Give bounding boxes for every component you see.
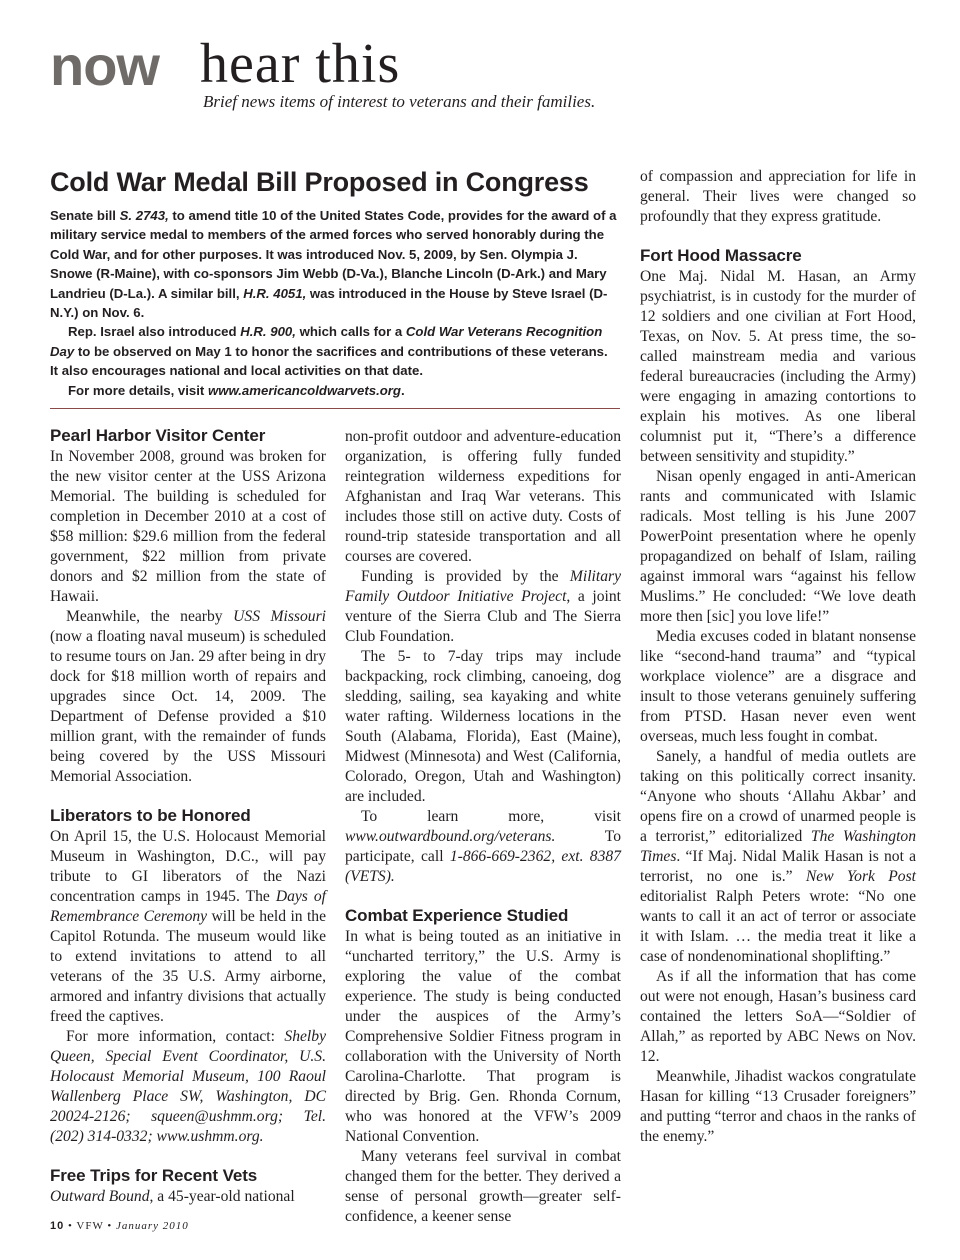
ship-name: USS Missouri <box>233 608 326 625</box>
website-link[interactable]: www.outwardbound.org/veterans. <box>345 828 556 845</box>
contact-info: Shelby Queen, Special Event Coordinator, U.S. Holocaust Memorial Museum, 100 Raoul Wallenberg Place SW, Washington, DC 20024-2126; squeen@ushmm.org; Tel. (202) 314-0332; www.ushmm.org. <box>50 1028 326 1145</box>
fort-hood-paragraph-3: Media excuses coded in blatant nonsense like “second-hand trauma” and “typical workplace violence” are a disgrace and insult to those veterans genuinely suffering from PTSD. Hasan never even went overseas, much less fought in combat. <box>640 628 916 745</box>
bill-ref: H.R. 4051, <box>243 285 307 301</box>
text: Sanely, a handful of media outlets are taking on this politically correct insanity. “Anyone who shouts ‘Allahu Akbar’ and opens fire on a crowd of unarmed people is a terrorist,” editorialized <box>640 748 916 845</box>
text: Funding is provided by the <box>361 568 570 585</box>
bill-ref: H.R. 900, <box>240 324 296 340</box>
combat-paragraph-1: In what is being touted as an initiative in “uncharted territory,” the U.S. Army is exploring the value of the combat experience. The study is being conducted under the auspices of the Army’s Comprehensive Soldier Fitness program in collaboration with the University of North Carolina-Charlotte. That program is directed by Brig. Gen. Rhonda Cornum, who was honored at the VFW’s 2009 National Convention. <box>345 928 621 1145</box>
masthead <box>50 33 650 97</box>
text: to be observed on May 1 to honor the sacrifices and contributions of these veterans. It also encourages national and local activities on that date. <box>50 343 608 379</box>
fort-hood-paragraph-1: One Maj. Nidal M. Hasan, an Army psychiatrist, is in custody for the murder of 12 soldiers and one civilian at Fort Hood, Texas, on Nov. 5. At press time, the so-called mainstream media and various federal bureaucracies (including the Army) were engaging in amazing contortions to explain his motives. As one liberal columnist put it, “There’s a difference between sensitivity and stupidity.” <box>640 268 916 465</box>
trips-paragraph-1-cont: non-profit outdoor and adventure-education organization, is offering fully funded reintegration wilderness expeditions for Afghanistan and Iraq War veterans. This includes those still on active duty. Costs of round-trip stateside transportation and all courses are covered. <box>345 428 621 565</box>
heading-combat-experience: Combat Experience Studied <box>345 906 569 925</box>
trips-paragraph-1-start <box>50 1187 326 1207</box>
phone-number: 1-866-669-2362, ext. 8387 (VETS). <box>345 848 621 885</box>
text: editorialist Ralph Peters wrote: “No one wants to call it an act of terror or associate it with Islam. … the media treat it like a case of nondenominational shoplifting.” <box>640 888 916 965</box>
lead-summary <box>50 206 618 400</box>
org-name: Outward Bound <box>50 1188 150 1205</box>
page-number: 10 <box>50 1220 65 1232</box>
text: On April 15, the U.S. Holocaust Memorial Museum in Washington, D.C., will pay tribute to GI liberators of the Nazi concentration camps in 1945. The <box>50 828 326 905</box>
separator: • <box>103 1220 117 1232</box>
text: To learn more, visit <box>361 808 621 825</box>
masthead-hear-this: hear this <box>200 33 401 95</box>
text: , a joint venture of the Sierra Club and The Sierra Club Foundation. <box>345 588 621 645</box>
text: To participate, call <box>345 828 621 865</box>
event-name: Days of Remembrance Ceremony <box>50 888 326 925</box>
trips-paragraph-2 <box>345 567 621 647</box>
magazine-name: VFW <box>76 1220 104 1232</box>
newspaper-name: The Washington Times <box>640 828 916 865</box>
text: Senate bill <box>50 208 120 223</box>
section-divider <box>50 408 620 409</box>
trips-paragraph-4 <box>345 807 621 887</box>
text: which calls for a <box>295 324 406 340</box>
masthead-now: now <box>50 34 159 97</box>
text: (now a floating naval museum) is scheduled to resume tours on Jan. 29 after being in dry dock for $18 million worth of repairs and upgrades since Oct. 14, 2009. The Department of Defense provided a $10 million grant, with the remainder of funds being covered by the USS Missouri Memorial Association. <box>50 628 326 785</box>
issue-date: January 2010 <box>116 1220 189 1232</box>
heading-pearl-harbor: Pearl Harbor Visitor Center <box>50 426 266 445</box>
column-3 <box>640 167 916 1147</box>
project-name: Military Family Outdoor Initiative Project <box>345 568 621 605</box>
text: Meanwhile, the nearby <box>66 608 234 625</box>
heading-free-trips: Free Trips for Recent Vets <box>50 1166 258 1185</box>
trips-paragraph-3: The 5- to 7-day trips may include backpacking, rock climbing, canoeing, dog sledding, sailing, sea kayaking and white water rafting. Wilderness locations in the South (Alabama, Florida), East (Maine), Midwest (Minnesota) and West (California, Colorado, Oregon, Utah and Washington) are included. <box>345 648 621 805</box>
text: , a 45-year-old national <box>149 1188 295 1205</box>
bill-ref: S. 2743, <box>119 208 169 223</box>
combat-paragraph-2-cont: of compassion and appreciation for life in general. Their lives were changed so profoundly that they express gratitude. <box>640 168 916 225</box>
text: For more information, contact: <box>66 1028 285 1045</box>
text: Rep. Israel also introduced <box>68 324 241 340</box>
column-1 <box>50 425 326 1207</box>
text: to amend title 10 of the United States Code, provides for the award of a military service medal to members of the armed forces who served honorably during the Cold War, and for other purposes. It was introduced Nov. 5, 2009, by Sen. Olympia J. Snowe (R-Maine), with co-sponsors Jim Webb (D-Va.), Blanche Lincoln (D-Ark.) and Mary Landrieu (D-La.). A similar bill, <box>50 208 617 301</box>
fort-hood-paragraph-2: Nisan openly engaged in anti-American rants and communicated with Islamic radicals. Most telling is his June 2007 PowerPoint presentation where he openly propagandized on behalf of Islam, railing against immoral wars “against his fellow Muslims.” He concluded: “We love death more then [sic] you love life!” <box>640 468 916 625</box>
fort-hood-paragraph-4 <box>640 747 916 967</box>
page-footer <box>50 1220 189 1232</box>
fort-hood-paragraph-6: Meanwhile, Jihadist wackos congratulate Hasan for killing “13 Crusader foreigners” and putting “terror and chaos in the ranks of the enemy.” <box>640 1068 916 1145</box>
separator: • <box>64 1220 77 1232</box>
text: will be held in the Capitol Rotunda. The museum would like to extend invitations to attend to all veterans of the 35 U.S. Army airborne, armored and infantry divisions that actually freed the captives. <box>50 908 326 1025</box>
text: . <box>400 382 405 398</box>
text: . “If Maj. Nidal Malik Hasan is not a terrorist, no one is.” <box>640 848 916 885</box>
pearl-paragraph-1: In November 2008, ground was broken for the new visitor center at the USS Arizona Memorial. The building is scheduled for completion in December 2010 at a cost of $58 million: $29.6 million from the federal government, $22 million from private donors and $2 million from the state of Hawaii. <box>50 448 326 605</box>
lead-paragraph-1 <box>50 206 618 322</box>
combat-paragraph-2: Many veterans feel survival in combat changed them for the better. They derived a sense of personal growth—greater self-confidence, a keener sense <box>345 1148 621 1225</box>
lead-paragraph-3 <box>50 381 618 400</box>
liberators-paragraph-1 <box>50 827 326 1027</box>
lead-paragraph-2 <box>50 322 618 380</box>
pearl-paragraph-2 <box>50 607 326 787</box>
observance-name: Cold War Veterans Recognition Day <box>50 324 603 359</box>
newspaper-name: New York Post <box>805 868 916 885</box>
heading-fort-hood: Fort Hood Massacre <box>640 246 802 265</box>
text: was introduced in the House by Steve Israel (D-N.Y.) on Nov. 6. <box>50 285 608 321</box>
masthead-subtitle: Brief news items of interest to veterans and their families. <box>203 92 596 111</box>
fort-hood-paragraph-5: As if all the information that has come out were not enough, Hasan’s business card contained the letters SoA—“Soldier of Allah,” as reported by ABC News on Nov. 12. <box>640 968 916 1065</box>
website-link[interactable]: www.americancoldwarvets.org <box>207 382 401 398</box>
text: For more details, visit <box>68 382 208 398</box>
heading-liberators: Liberators to be Honored <box>50 806 251 825</box>
column-2 <box>345 427 621 1227</box>
liberators-paragraph-2 <box>50 1027 326 1147</box>
lead-headline: Cold War Medal Bill Proposed in Congress <box>50 167 589 197</box>
